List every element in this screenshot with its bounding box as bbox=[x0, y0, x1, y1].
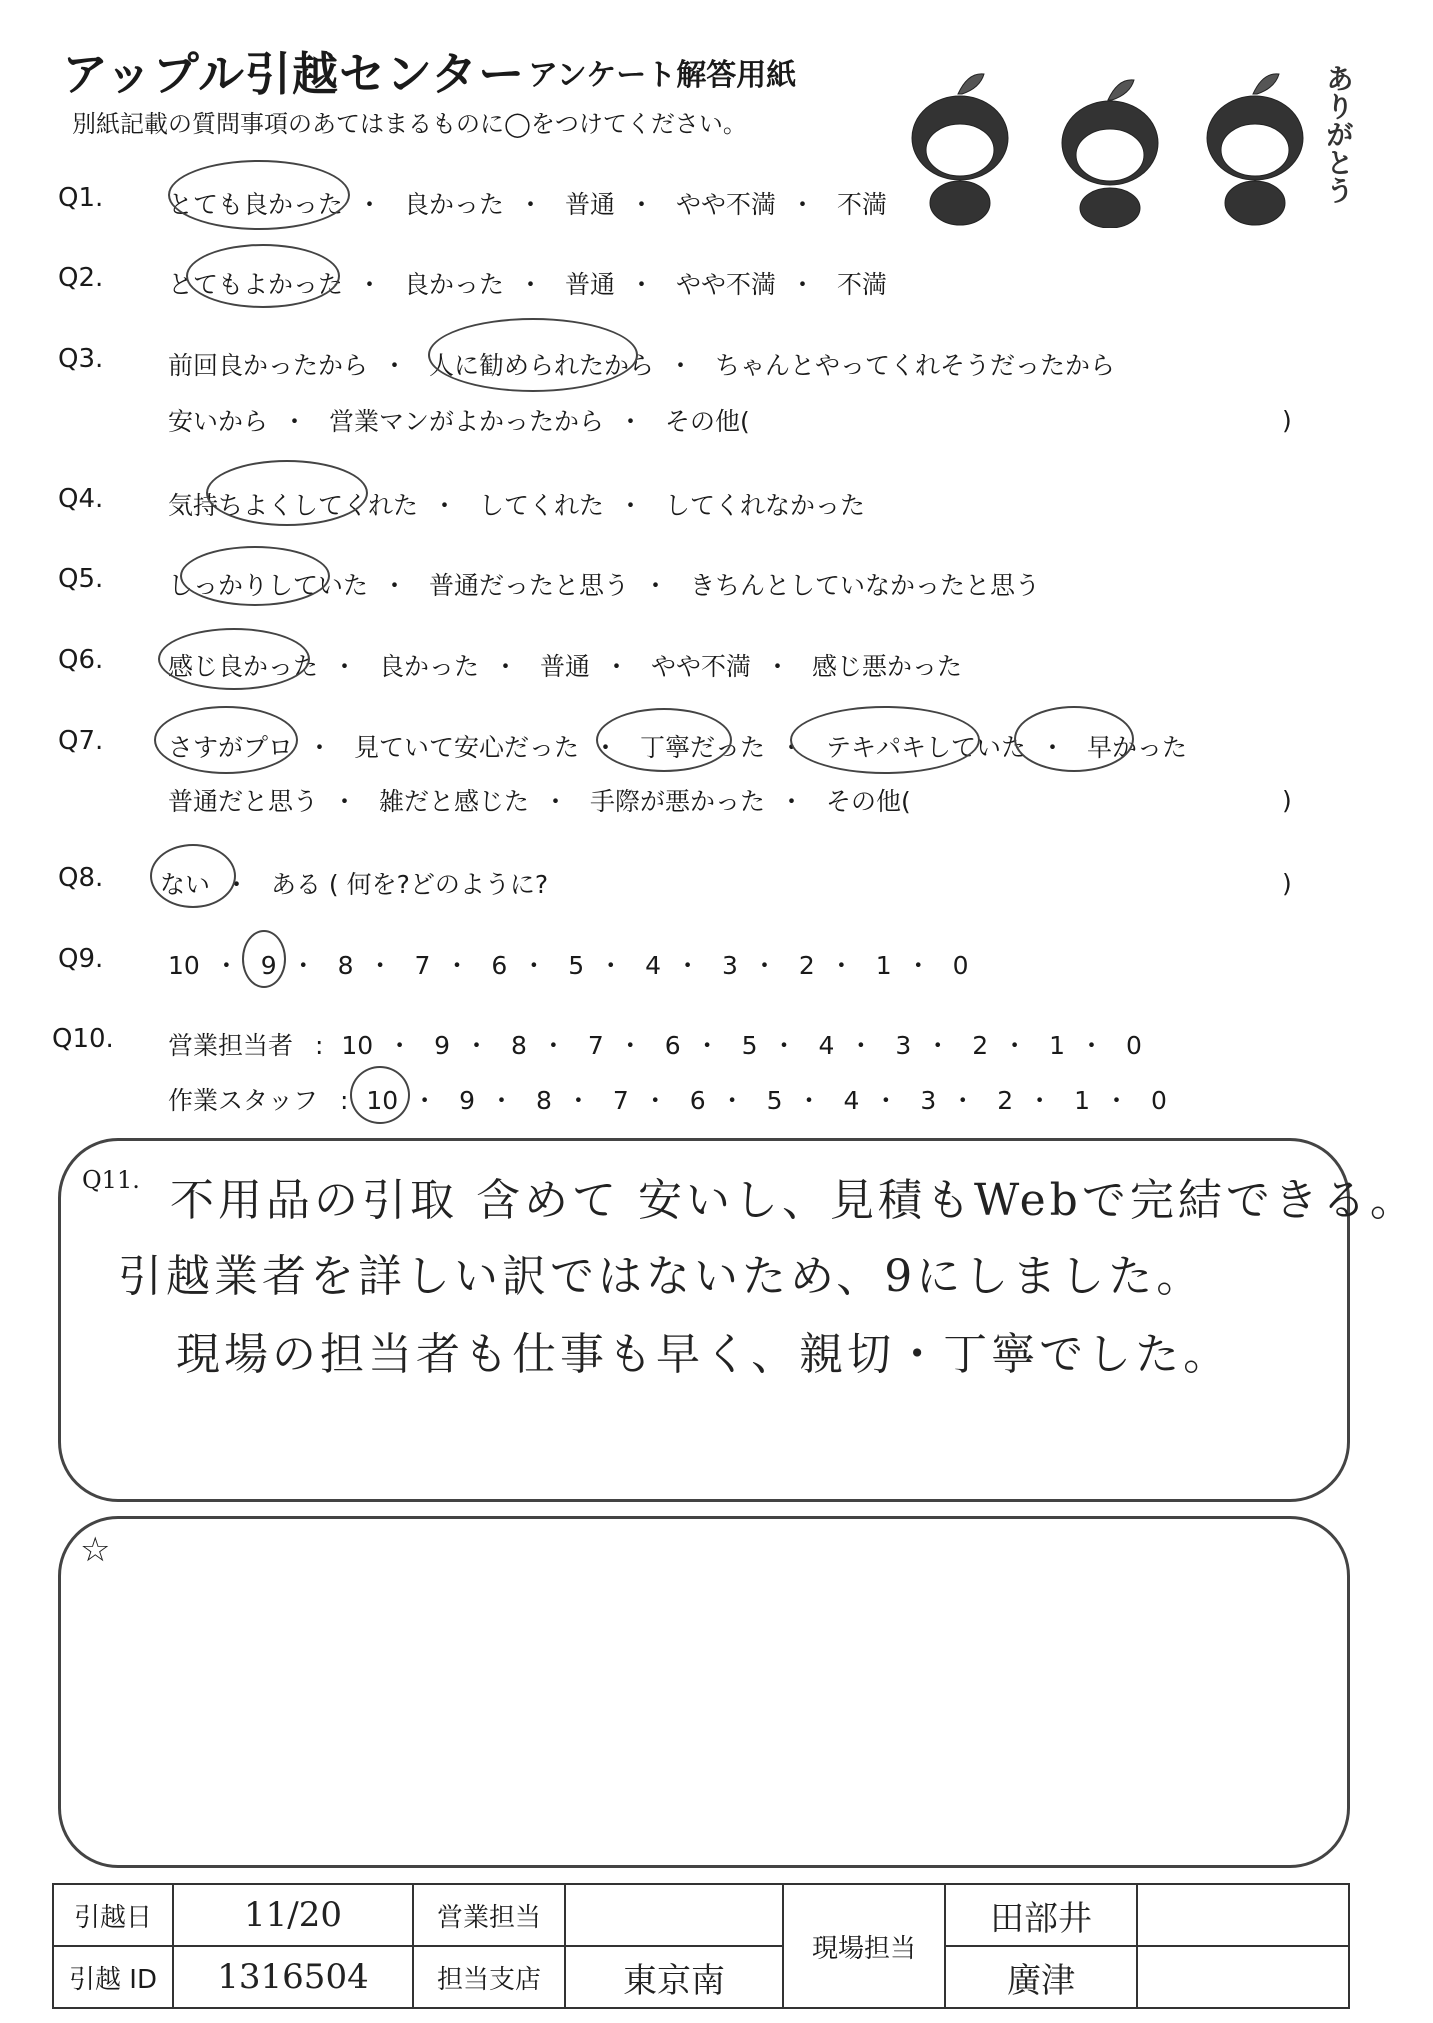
q3-label: Q3. bbox=[58, 344, 104, 374]
q6-option[interactable]: 感じ良かった bbox=[168, 652, 319, 681]
q10-colon: : bbox=[339, 1086, 349, 1115]
site-staff-1-handwritten: 田部井 bbox=[990, 1898, 1092, 1939]
q3-options-line2: 安いから ・ 営業マンがよかったから ・ その他( bbox=[168, 402, 750, 438]
q8-label: Q8. bbox=[58, 863, 104, 893]
site-staff-2-handwritten: 廣津 bbox=[1007, 1960, 1075, 2001]
q9-score[interactable]: 5 bbox=[568, 951, 585, 980]
q7-option[interactable]: その他( bbox=[825, 787, 911, 816]
q1-option[interactable]: とても良かった bbox=[168, 190, 344, 219]
q9-label: Q9. bbox=[58, 944, 104, 974]
company-title: アップル引越センター bbox=[62, 47, 526, 101]
q1-options: とても良かった ・ 良かった ・ 普通 ・ やや不満 ・ 不満 bbox=[168, 185, 887, 221]
q1-option[interactable]: やや不満 bbox=[675, 190, 776, 219]
q10-sales-score[interactable]: 4 bbox=[818, 1031, 835, 1060]
q4-options: 気持ちよくしてくれた ・ してくれた ・ してくれなかった bbox=[168, 486, 865, 522]
form-subtitle: アンケート解答用紙 bbox=[528, 58, 797, 93]
q10-staff-score[interactable]: 6 bbox=[689, 1086, 706, 1115]
q9-score[interactable]: 2 bbox=[798, 951, 815, 980]
q10-staff-score[interactable]: 5 bbox=[766, 1086, 783, 1115]
q7-option[interactable]: テキパキしていた bbox=[825, 733, 1026, 762]
q5-option[interactable]: しっかりしていた bbox=[168, 571, 369, 600]
q7-selection-circle-4 bbox=[1014, 706, 1134, 772]
q3-option[interactable]: 人に勧められたから bbox=[428, 351, 654, 380]
branch-label: 担当支店 bbox=[413, 1946, 565, 2008]
q3-selection-circle bbox=[428, 318, 638, 392]
move-id-handwritten: 1316504 bbox=[217, 1957, 369, 1997]
q7-option[interactable]: 雑だと感じた bbox=[378, 787, 529, 816]
q3-option[interactable]: ちゃんとやってくれそうだったから bbox=[714, 351, 1115, 380]
q10-sales-score[interactable]: 3 bbox=[895, 1031, 912, 1060]
q7-option[interactable]: さすがプロ bbox=[168, 733, 294, 762]
q8-close-paren: ) bbox=[1282, 869, 1292, 898]
q9-score[interactable]: 1 bbox=[875, 951, 892, 980]
mascot-monkey-1-icon bbox=[912, 74, 1008, 225]
q10-staff-score[interactable]: 10 bbox=[366, 1086, 399, 1115]
q7-option[interactable]: 丁寧だった bbox=[639, 733, 765, 762]
q4-label: Q4. bbox=[58, 484, 104, 514]
site-staff-1[interactable] bbox=[945, 1884, 1137, 1946]
branch-value[interactable] bbox=[565, 1946, 783, 2008]
q9-score[interactable]: 10 bbox=[168, 951, 200, 980]
q2-selection-circle bbox=[186, 244, 340, 308]
q6-option[interactable]: 普通 bbox=[539, 652, 590, 681]
q10-sales-score[interactable]: 7 bbox=[587, 1031, 604, 1060]
q7-option[interactable]: 手際が悪かった bbox=[589, 787, 765, 816]
q10-staff-row: 作業スタッフ : 10 ・ 9 ・ 8 ・ 7 ・ 6 ・ 5 ・ 4 ・ 3 ・ 2 ・ 1 ・ 0 bbox=[168, 1081, 1167, 1117]
q6-selection-circle bbox=[158, 628, 310, 690]
q9-score[interactable]: 7 bbox=[414, 951, 431, 980]
q3-option[interactable]: 安いから bbox=[168, 407, 269, 436]
q2-option[interactable]: とてもよかった bbox=[168, 270, 344, 299]
q2-option[interactable]: 不満 bbox=[836, 270, 887, 299]
q10-staff-score[interactable]: 9 bbox=[459, 1086, 476, 1115]
q10-sales-score[interactable]: 2 bbox=[972, 1031, 989, 1060]
q7-option[interactable]: 普通だと思う bbox=[168, 787, 319, 816]
q6-option[interactable]: 良かった bbox=[378, 652, 479, 681]
mascot-monkey-3-icon bbox=[1207, 74, 1303, 225]
q8-selection-circle bbox=[150, 844, 236, 908]
q10-staff-score[interactable]: 8 bbox=[536, 1086, 552, 1115]
q6-option[interactable]: やや不満 bbox=[650, 652, 751, 681]
q5-label: Q5. bbox=[58, 564, 104, 594]
q10-staff-score[interactable]: 3 bbox=[920, 1086, 937, 1115]
q7-label: Q7. bbox=[58, 726, 104, 756]
site-staff-4[interactable] bbox=[1137, 1946, 1349, 2008]
branch-handwritten: 東京南 bbox=[623, 1960, 725, 2001]
q9-score[interactable]: 3 bbox=[722, 951, 738, 980]
site-staff-3[interactable] bbox=[1137, 1884, 1349, 1946]
q2-option[interactable]: やや不満 bbox=[675, 270, 776, 299]
q4-selection-circle bbox=[206, 460, 368, 526]
q10-colon: : bbox=[314, 1031, 324, 1060]
q7-option[interactable]: 見ていて安心だった bbox=[353, 733, 579, 762]
q10-sales-label: 営業担当者 bbox=[168, 1031, 294, 1060]
mascot-monkey-2-icon bbox=[1062, 80, 1158, 228]
q5-options: しっかりしていた ・ 普通だったと思う ・ きちんとしていなかったと思う bbox=[168, 566, 1040, 602]
q10-sales-score[interactable]: 8 bbox=[511, 1031, 527, 1060]
q11-comment-line-3: 現場の担当者も仕事も早く、親切・丁寧でした。 bbox=[176, 1329, 1232, 1380]
q9-selection-circle bbox=[242, 930, 286, 988]
q7-option[interactable]: 早かった bbox=[1086, 733, 1187, 762]
q3-option[interactable]: 営業マンがよかったから bbox=[328, 407, 604, 436]
sales-value[interactable] bbox=[565, 1884, 783, 1946]
q9-score[interactable]: 4 bbox=[645, 951, 662, 980]
q3-close-paren: ) bbox=[1282, 406, 1292, 435]
q10-staff-score[interactable]: 2 bbox=[997, 1086, 1014, 1115]
q2-option[interactable]: 普通 bbox=[564, 270, 615, 299]
q11-comment-line-2: 引越業者を詳しい訳ではないため、9にしました。 bbox=[118, 1251, 1205, 1302]
q7-selection-circle-1 bbox=[154, 706, 298, 774]
move-date-handwritten: 11/20 bbox=[244, 1895, 342, 1935]
q10-sales-row: 営業担当者 : 10 ・ 9 ・ 8 ・ 7 ・ 6 ・ 5 ・ 4 ・ 3 ・ 2 ・ 1 ・ 0 bbox=[168, 1026, 1142, 1062]
q5-option[interactable]: きちんとしていなかったと思う bbox=[689, 571, 1040, 600]
q7-options-line2: 普通だと思う ・ 雑だと感じた ・ 手際が悪かった ・ その他( bbox=[168, 782, 911, 818]
q6-option[interactable]: 感じ悪かった bbox=[811, 652, 962, 681]
q1-selection-circle bbox=[168, 160, 350, 230]
move-id-label: 引越 ID bbox=[53, 1946, 173, 2008]
q10-sales-score[interactable]: 10 bbox=[341, 1031, 374, 1060]
mascot-thanks-text: ありがとう bbox=[1322, 64, 1355, 204]
q4-option[interactable]: してくれた bbox=[478, 491, 604, 520]
q10-staff-label: 作業スタッフ bbox=[168, 1086, 319, 1115]
q10-sales-score[interactable]: 1 bbox=[1049, 1031, 1066, 1060]
q10-sales-score[interactable]: 0 bbox=[1126, 1031, 1142, 1060]
mascot-illustration bbox=[880, 58, 1360, 228]
q2-label: Q2. bbox=[58, 263, 104, 293]
q6-label: Q6. bbox=[58, 645, 104, 675]
q5-option[interactable]: 普通だったと思う bbox=[428, 571, 629, 600]
q9-score[interactable]: 0 bbox=[952, 951, 969, 980]
q1-option[interactable]: 良かった bbox=[403, 190, 504, 219]
q10-sales-score[interactable]: 9 bbox=[434, 1031, 451, 1060]
footer-info-table bbox=[52, 1883, 1350, 2009]
q3-option[interactable]: その他( bbox=[664, 407, 750, 436]
q5-selection-circle bbox=[180, 546, 330, 606]
q11-label: Q11. bbox=[82, 1166, 140, 1194]
q4-option[interactable]: 気持ちよくしてくれた bbox=[168, 491, 419, 520]
q10-label: Q10. bbox=[52, 1024, 114, 1054]
move-date-value[interactable] bbox=[173, 1884, 413, 1946]
q2-option[interactable]: 良かった bbox=[403, 270, 504, 299]
q8-options: ない ・ ある ( 何を?どのように? bbox=[160, 865, 548, 901]
q1-option[interactable]: 不満 bbox=[836, 190, 887, 219]
q3-options-line1: 前回良かったから ・ 人に勧められたから ・ ちゃんとやってくれそうだったから bbox=[168, 346, 1115, 382]
q1-label: Q1. bbox=[58, 183, 104, 213]
star-icon: ☆ bbox=[80, 1530, 111, 1570]
move-id-value[interactable] bbox=[173, 1946, 413, 2008]
q10-staff-score[interactable]: 7 bbox=[612, 1086, 629, 1115]
q11-comment-line-1: 不用品の引取 含めて 安いし、見積もWebで完結できる。 bbox=[170, 1175, 1418, 1226]
q7-selection-circle-3 bbox=[790, 706, 980, 774]
q8-option[interactable]: ある ( 何を?どのように? bbox=[270, 870, 549, 899]
q7-close-paren: ) bbox=[1282, 786, 1292, 815]
q10-sales-score[interactable]: 6 bbox=[664, 1031, 681, 1060]
site-label: 現場担当 bbox=[783, 1884, 945, 2008]
q1-option[interactable]: 普通 bbox=[564, 190, 615, 219]
q10-staff-score[interactable]: 1 bbox=[1074, 1086, 1091, 1115]
q7-options-line1: さすがプロ ・ 見ていて安心だった ・ 丁寧だった ・ テキパキしていた ・ 早かった bbox=[168, 728, 1187, 764]
instruction-text: 別紙記載の質問事項のあてはまるものに◯をつけてください。 bbox=[72, 110, 747, 138]
q10-staff-selection-circle bbox=[350, 1066, 410, 1124]
star-comment-box[interactable] bbox=[58, 1516, 1350, 1868]
q7-selection-circle-2 bbox=[596, 708, 732, 772]
q10-sales-score[interactable]: 5 bbox=[741, 1031, 758, 1060]
q9-score[interactable]: 9 bbox=[260, 951, 277, 980]
site-staff-2[interactable] bbox=[945, 1946, 1137, 2008]
q10-staff-score[interactable]: 0 bbox=[1151, 1086, 1167, 1115]
q6-options: 感じ良かった ・ 良かった ・ 普通 ・ やや不満 ・ 感じ悪かった bbox=[168, 647, 962, 683]
q3-option[interactable]: 前回良かったから bbox=[168, 351, 369, 380]
q8-option[interactable]: ない bbox=[160, 870, 211, 899]
q2-options: とてもよかった ・ 良かった ・ 普通 ・ やや不満 ・ 不満 bbox=[168, 265, 887, 301]
q9-score[interactable]: 8 bbox=[337, 951, 354, 980]
q4-option[interactable]: してくれなかった bbox=[664, 491, 865, 520]
sales-label: 営業担当 bbox=[413, 1884, 565, 1946]
q10-staff-score[interactable]: 4 bbox=[843, 1086, 860, 1115]
q9-score[interactable]: 6 bbox=[491, 951, 508, 980]
q9-scores: 10 ・ 9 ・ 8 ・ 7 ・ 6 ・ 5 ・ 4 ・ 3 ・ 2 ・ 1 ・ 0 bbox=[168, 951, 969, 980]
move-date-label: 引越日 bbox=[53, 1884, 173, 1946]
